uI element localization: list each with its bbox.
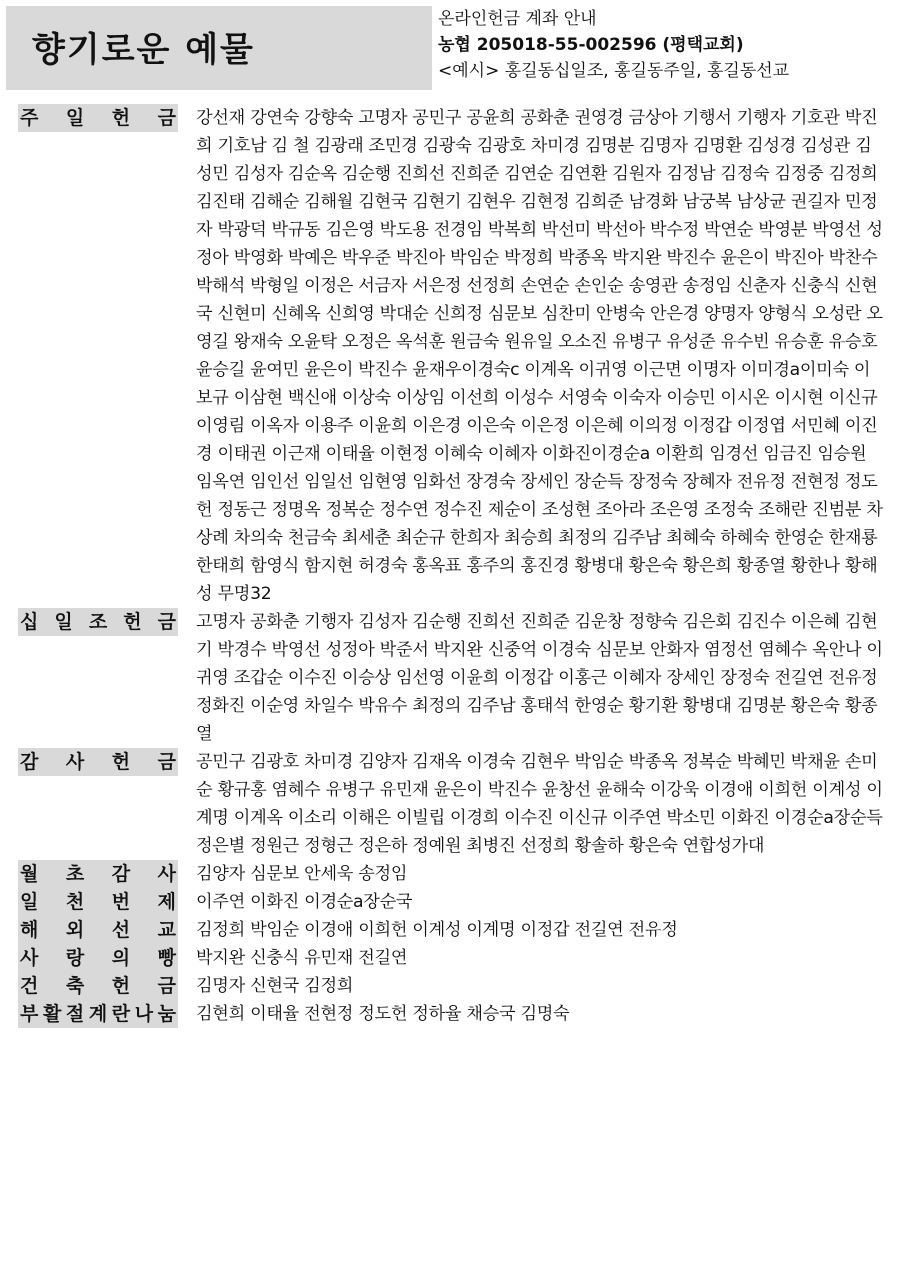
account-number: 농협 205018-55-002596 (평택교회) [438,35,744,55]
donor-names: 이주연 이화진 이경순a장순국 [196,892,413,912]
donor-names: 강선재 강연숙 강향숙 고명자 공민구 공윤희 공화춘 권영경 금상아 기행서 기행자 기호관 박진희 기호남 김 철 김광래 조민경 김광숙 김광호 차미경 김명분 김명자 김명환 김성경 김성관 김성민 김성자 김순옥 김순행 진희선 진희준 김연순 김연환 김원자 김정남 김정숙 김정중 김정희 김진태 김해순 김해월 김현국 김현기 김현우 김현정 김희준 남경화 남궁복 남상균 권길자 민정자 박광덕 박규동 김은영 박도용 전경임 박복희 박선미 박선아 박수정 박연순 박영분 박영선 성정아 박영화 박예은 박우준 박진아 박임순 박정희 박종옥 박지완 박진수 윤은이 박진아 박찬수 박해석 박형일 이정은 서금자 서은정 선정희 손연순 손인순 송영관 송정임 신춘자 신충식 신현국 신현미 신혜옥 신희영 박대순 신희정 심문보 심찬미 안병숙 안은경 양명자 양형식 오성란 오영길 왕재숙 오윤탁 오정은 옥석훈 원금숙 원유일 오소진 유병구 유성준 유수빈 유승훈 유승호 윤승길 윤여민 윤은이 박진수 윤재우이경숙c 이계옥 이귀영 이근면 이명자 이미경a이미숙 이보규 이삼현 백신애 이상숙 이상임 이선희 이성수 서영숙 이숙자 이승민 이시온 이시현 이신규 이영림 이옥자 이용주 이윤희 이은경 이은숙 이은정 이은혜 이의정 이정갑 이정엽 서민혜 이진경 이태권 이근재 이태율 이현정 이혜숙 이혜자 이화진이경순a 이환희 임경선 임금진 임승원 임옥연 임인선 임일선 임현영 임화선 장경숙 장세인 장순득 장정숙 장혜자 전유정 전현정 정도헌 정동근 정명옥 정복순 정수연 정수진 제순이 조성현 조아라 조은영 조정숙 조해란 진범분 차상례 차의숙 천금숙 최세춘 최순규 한희자 최승희 최정의 김주남 최혜숙 하혜숙 한영순 한재룡 한태희 함영식 함지현 허경숙 홍옥표 홍주의 홍진경 황병대 황은숙 황은희 황종열 황한나 황해성 무명32 [196,108,883,604]
account-caption: 온라인헌금 계좌 안내 [438,9,597,29]
section-label: 월 초 감 사 [18,860,178,888]
donor-names: 김명자 신현국 김정희 [196,976,354,996]
page-title: 향기로운 예물 [32,30,255,70]
offering-section [18,916,884,944]
header [6,6,890,90]
offering-section [18,888,884,916]
donor-names: 김양자 심문보 안세욱 송정임 [196,864,408,884]
section-label: 감 사 헌 금 [18,748,178,776]
offering-section [18,1000,884,1028]
donor-names: 고명자 공화춘 기행자 김성자 김순행 진희선 진희준 김운창 정향숙 김은회 김진수 이은혜 김현기 박경수 박영선 성정아 박준서 박지완 신중억 이경숙 심문보 안화자 염정선 염혜수 옥안나 이귀영 조갑순 이수진 이승상 임선영 이윤희 이정갑 이홍근 이혜자 장세인 장정숙 전길연 전유정 정화진 이순영 차일수 박유수 최정의 김주남 홍태석 한영순 황기환 황병대 김명분 황은숙 황종열 [196,612,883,744]
offering-section [18,944,884,972]
section-label: 주 일 헌 금 [18,104,178,132]
donor-names: 김정희 박임순 이경애 이희헌 이계성 이계명 이정갑 전길연 전유정 [196,920,678,940]
section-label: 십 일 조 헌 금 [18,608,178,636]
donor-names: 공민구 김광호 차미경 김양자 김재옥 이경숙 김현우 박임순 박종옥 정복순 박혜민 박채윤 손미순 황규홍 염혜수 유병구 유민재 윤은이 박진수 윤창선 윤해숙 이강욱 이경애 이희헌 이계성 이계명 이계옥 이소리 이해은 이빌립 이경희 이수진 이신규 이주연 박소민 이화진 이경순a장순득 정은별 정원근 정형근 정은하 정예원 최병진 선정희 황솔하 황은숙 연합성가대 [196,752,883,856]
section-label: 일 천 번 제 [18,888,178,916]
section-label: 사 랑 의 빵 [18,944,178,972]
section-label: 건 축 헌 금 [18,972,178,1000]
offering-section [18,860,884,888]
section-label: 부 활 절 계 란 나 눔 [18,1000,178,1028]
donor-names: 김현희 이태율 전현정 정도헌 정하율 채승국 김명숙 [196,1004,570,1024]
offering-section [18,972,884,1000]
title-box [6,6,432,90]
offering-section [18,608,884,748]
section-label: 해 외 선 교 [18,916,178,944]
offering-section [18,104,884,608]
deposit-example: <예시> 홍길동십일조, 홍길동주일, 홍길동선교 [438,61,790,81]
offering-sections [18,104,884,1028]
offering-section [18,748,884,860]
donor-names: 박지완 신충식 유민재 전길연 [196,948,408,968]
account-info [438,6,890,84]
